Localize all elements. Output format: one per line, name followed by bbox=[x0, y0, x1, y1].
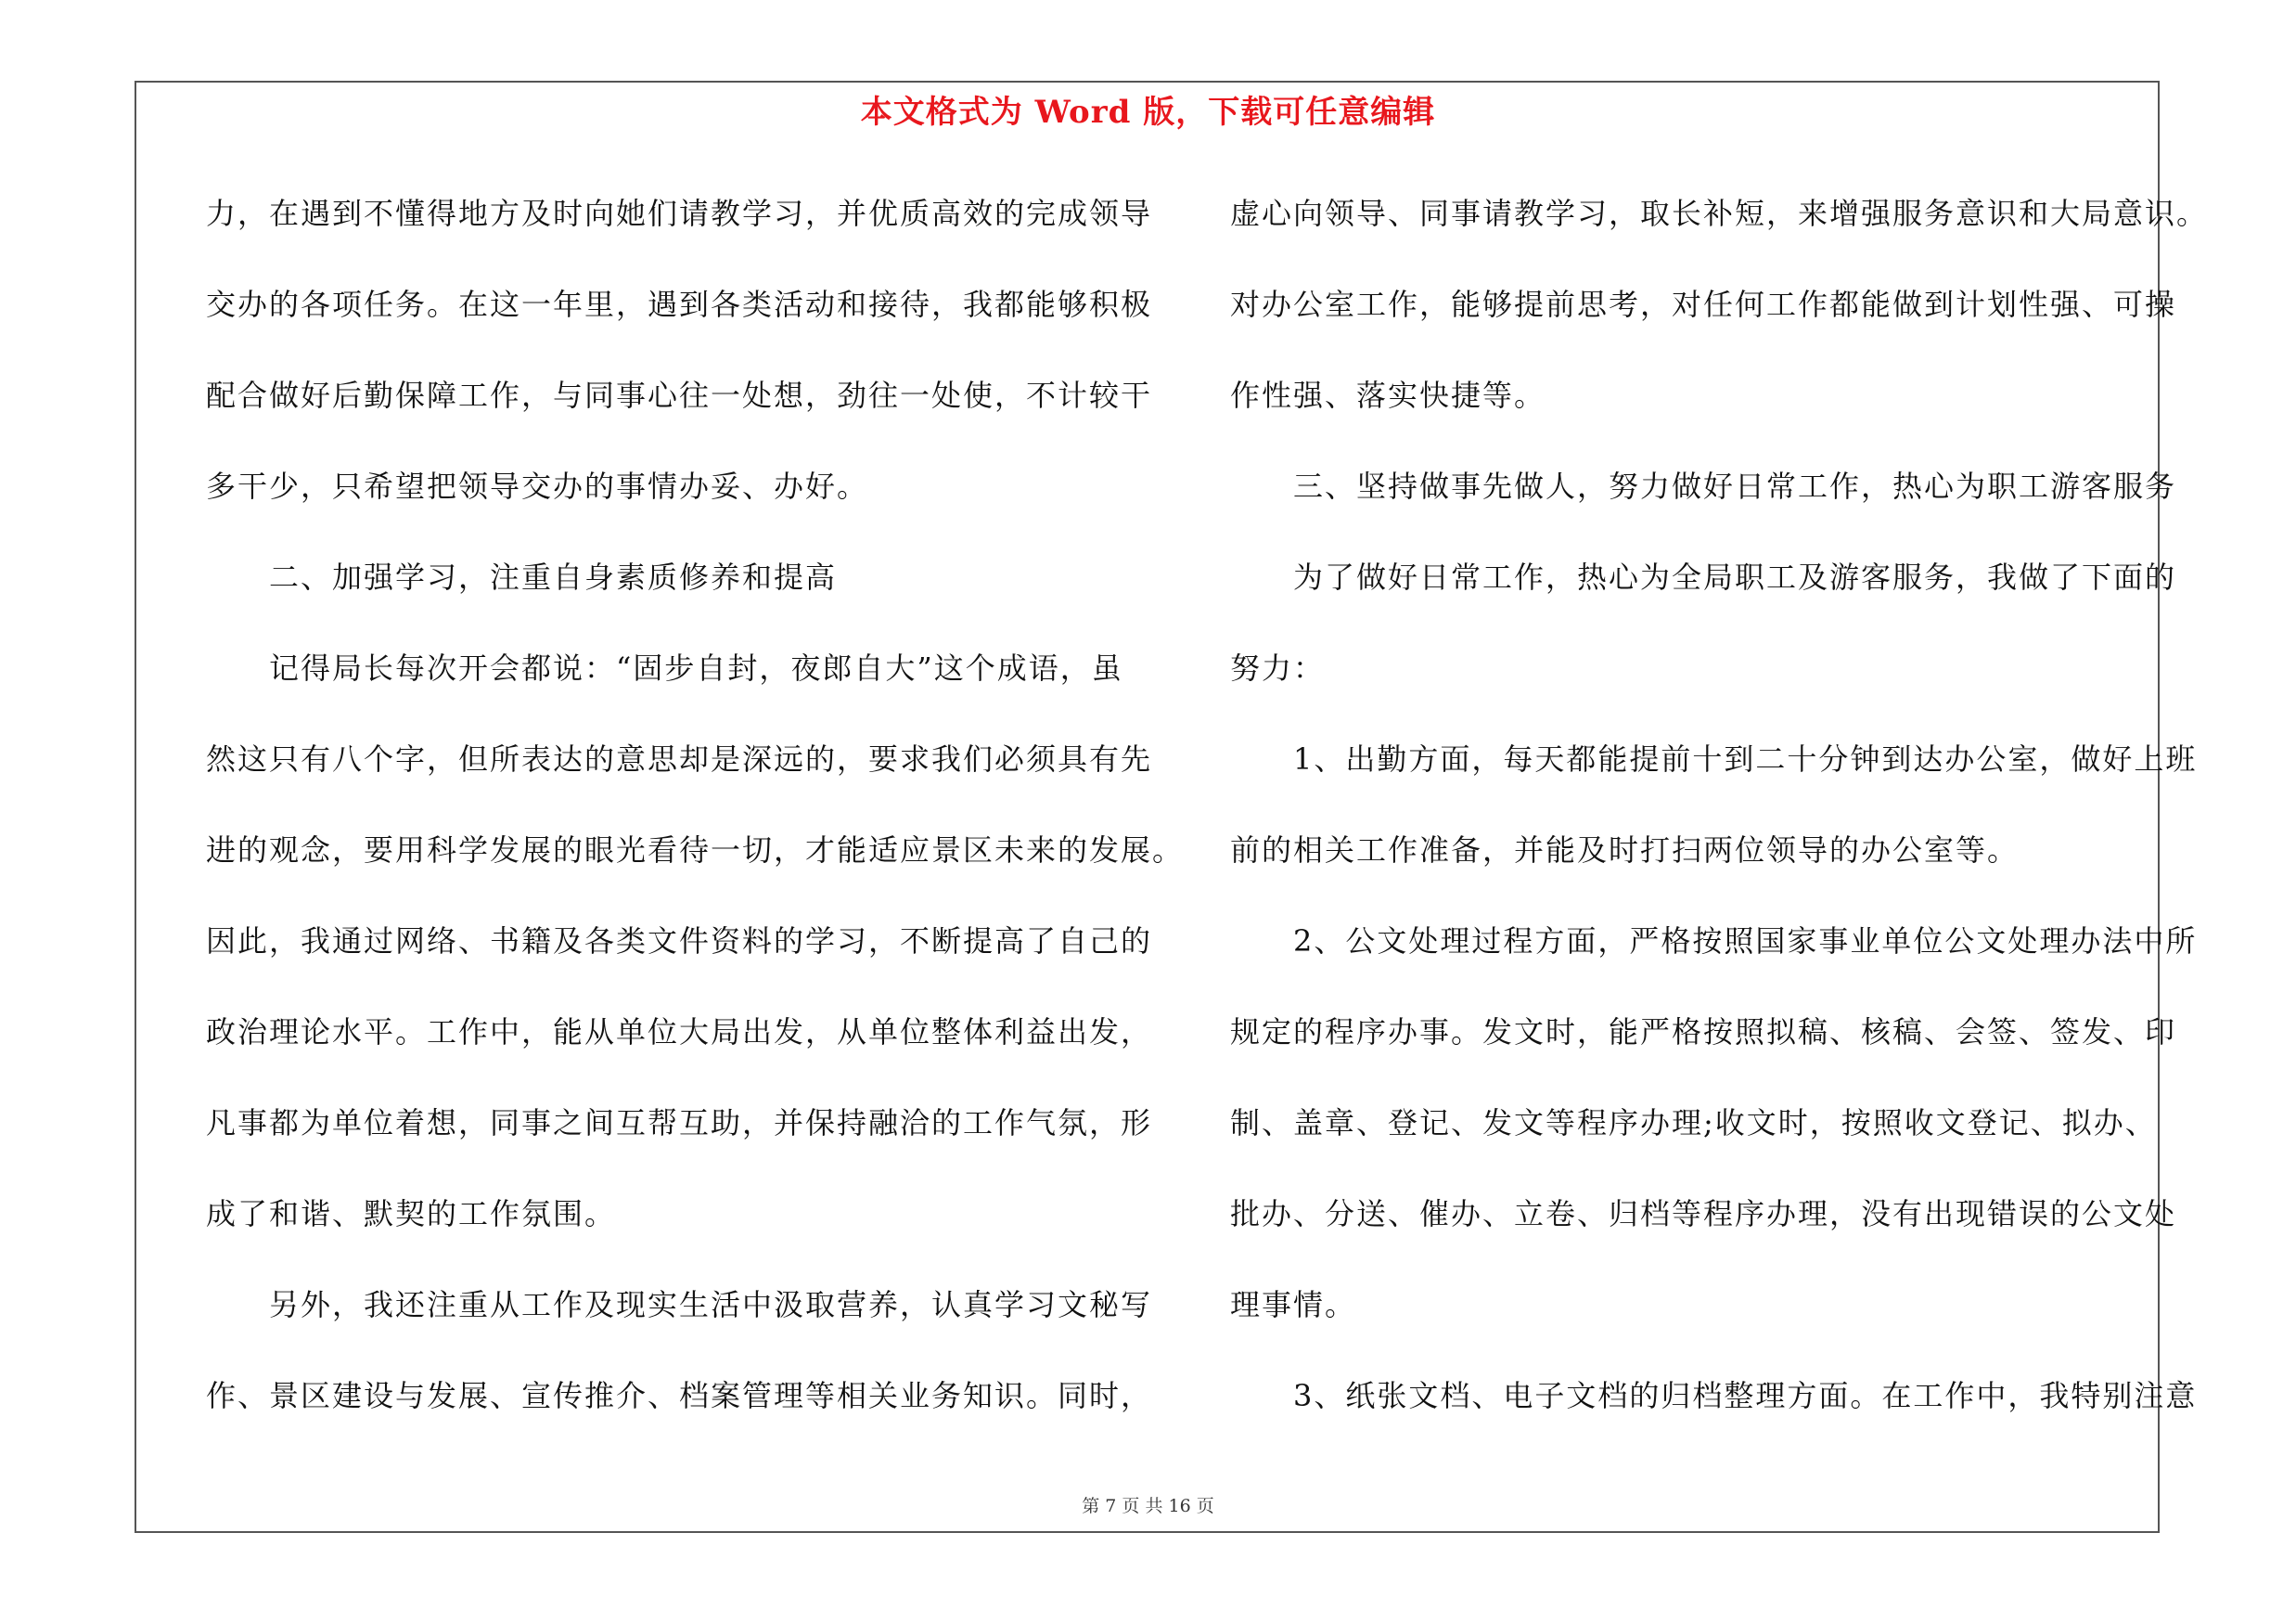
text-line: 批办、分送、催办、立卷、归档等程序办理，没有出现错误的公文处 bbox=[1230, 1196, 2177, 1231]
text-line: 力，在遇到不懂得地方及时向她们请教学习，并优质高效的完成领导 bbox=[206, 196, 1153, 231]
text-line: 虚心向领导、同事请教学习，取长补短，来增强服务意识和大局意识。 bbox=[1230, 196, 2209, 231]
text-line: 3、纸张文档、电子文档的归档整理方面。在工作中，我特别注意 bbox=[1230, 1378, 2198, 1413]
text-line: 1、出勤方面，每天都能提前十到二十分钟到达办公室，做好上班 bbox=[1230, 741, 2198, 777]
text-line: 然这只有八个字，但所表达的意思却是深远的，要求我们必须具有先 bbox=[206, 741, 1153, 777]
text-line: 另外，我还注重从工作及现实生活中汲取营养，认真学习文秘写 bbox=[206, 1287, 1153, 1322]
right-text-column bbox=[1230, 186, 2209, 1459]
text-line: 记得局长每次开会都说：“固步自封，夜郎自大”这个成语，虽 bbox=[206, 650, 1123, 686]
text-line: 交办的各项任务。在这一年里，遇到各类活动和接待，我都能够积极 bbox=[206, 287, 1153, 322]
text-line: 凡事都为单位着想，同事之间互帮互助，并保持融洽的工作气氛，形 bbox=[206, 1105, 1153, 1140]
section-heading: 三、坚持做事先做人，努力做好日常工作，热心为职工游客服务 bbox=[1230, 469, 2177, 504]
text-line: 对办公室工作，能够提前思考，对任何工作都能做到计划性强、可操 bbox=[1230, 287, 2177, 322]
text-line: 配合做好后勤保障工作，与同事心往一处想，劲往一处使，不计较干 bbox=[206, 378, 1153, 413]
section-heading: 二、加强学习，注重自身素质修养和提高 bbox=[206, 560, 838, 595]
page-number-footer: 第 7 页 共 16 页 bbox=[1082, 1496, 1214, 1516]
text-line: 成了和谐、默契的工作氛围。 bbox=[206, 1196, 617, 1231]
text-line: 规定的程序办事。发文时，能严格按照拟稿、核稿、会签、签发、印 bbox=[1230, 1014, 2177, 1050]
text-line: 制、盖章、登记、发文等程序办理;收文时，按照收文登记、拟办、 bbox=[1230, 1105, 2157, 1140]
text-line: 作性强、落实快捷等。 bbox=[1230, 378, 1546, 413]
text-line: 理事情。 bbox=[1230, 1287, 1357, 1322]
text-line: 为了做好日常工作，热心为全局职工及游客服务，我做了下面的 bbox=[1230, 560, 2177, 595]
text-line: 多干少，只希望把领导交办的事情办妥、办好。 bbox=[206, 469, 869, 504]
left-text-column bbox=[206, 186, 1185, 1459]
text-line: 政治理论水平。工作中，能从单位大局出发，从单位整体利益出发， bbox=[206, 1014, 1153, 1050]
text-line: 2、公文处理过程方面，严格按照国家事业单位公文处理办法中所 bbox=[1230, 923, 2198, 959]
document-banner-title: 本文格式为 Word 版，下载可任意编辑 bbox=[860, 94, 1436, 131]
text-line: 前的相关工作准备，并能及时打扫两位领导的办公室等。 bbox=[1230, 832, 2020, 868]
text-line: 因此，我通过网络、书籍及各类文件资料的学习，不断提高了自己的 bbox=[206, 923, 1153, 959]
text-line: 进的观念，要用科学发展的眼光看待一切，才能适应景区未来的发展。 bbox=[206, 832, 1185, 868]
text-line: 作、景区建设与发展、宣传推介、档案管理等相关业务知识。同时， bbox=[206, 1378, 1153, 1413]
text-line: 努力： bbox=[1230, 650, 1326, 686]
